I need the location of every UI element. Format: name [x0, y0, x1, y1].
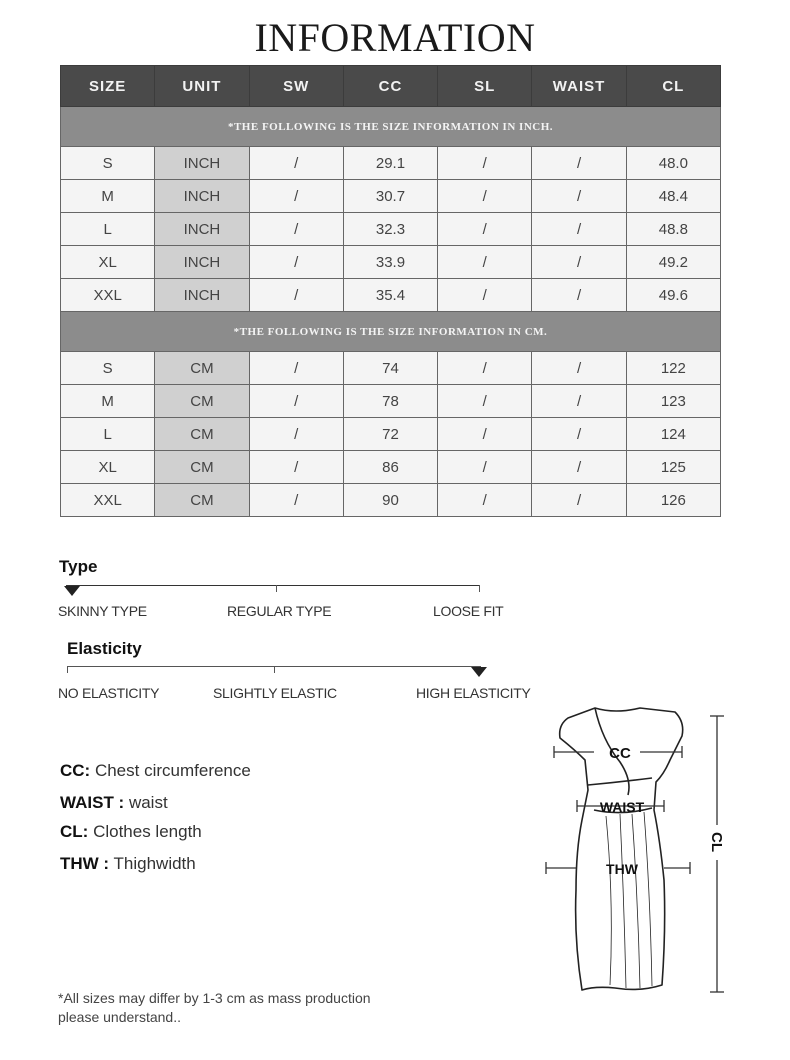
legend-desc: Chest circumference	[94, 761, 251, 780]
header-cl: CL	[626, 66, 720, 107]
dress-diagram	[540, 700, 740, 1000]
inch-section-row	[61, 107, 721, 147]
cm-section-row	[61, 312, 721, 352]
table-header-row	[61, 66, 721, 107]
legend-waist	[60, 793, 168, 813]
legend-desc: waist	[128, 793, 168, 812]
cell-cc: 78	[343, 385, 437, 418]
cell-waist: /	[532, 246, 626, 279]
cell-sw: /	[249, 451, 343, 484]
cell-cl: 48.0	[626, 147, 720, 180]
cell-unit: CM	[155, 451, 249, 484]
cell-unit: INCH	[155, 180, 249, 213]
type-label-loose: LOOSE FIT	[433, 603, 504, 619]
note-line-1: *All sizes may differ by 1-3 cm as mass production	[58, 990, 371, 1006]
header-sw: SW	[249, 66, 343, 107]
cell-sw: /	[249, 279, 343, 312]
elasticity-label-high: HIGH ELASTICITY	[416, 685, 531, 701]
cell-sw: /	[249, 418, 343, 451]
cell-cc: 86	[343, 451, 437, 484]
cell-sw: /	[249, 385, 343, 418]
table-row	[61, 147, 721, 180]
elasticity-scale-tick	[67, 666, 68, 673]
cell-unit: INCH	[155, 213, 249, 246]
cell-size: XL	[61, 246, 155, 279]
cell-sl: /	[438, 246, 532, 279]
cell-unit: CM	[155, 352, 249, 385]
type-selected-marker-icon	[64, 586, 80, 596]
diagram-cc-label: CC	[609, 745, 631, 762]
cell-cl: 49.6	[626, 279, 720, 312]
cell-size: L	[61, 418, 155, 451]
header-waist: WAIST	[532, 66, 626, 107]
cell-cl: 49.2	[626, 246, 720, 279]
cm-section-label: *THE FOLLOWING IS THE SIZE INFORMATION IN CM.	[61, 312, 721, 352]
table-row	[61, 246, 721, 279]
measure-lines	[546, 716, 724, 992]
table-row	[61, 352, 721, 385]
cell-size: L	[61, 213, 155, 246]
cell-cc: 29.1	[343, 147, 437, 180]
cell-sl: /	[438, 385, 532, 418]
cell-sl: /	[438, 484, 532, 517]
cell-waist: /	[532, 213, 626, 246]
legend-cc	[60, 761, 251, 781]
type-scale-tick	[276, 585, 277, 592]
cell-sl: /	[438, 147, 532, 180]
cell-cl: 122	[626, 352, 720, 385]
note-line-2: please understand..	[58, 1009, 181, 1025]
cell-sl: /	[438, 418, 532, 451]
cell-cc: 33.9	[343, 246, 437, 279]
legend-key: THW :	[60, 854, 110, 873]
legend-key: CL:	[60, 822, 89, 841]
cell-sl: /	[438, 213, 532, 246]
elasticity-heading: Elasticity	[67, 639, 142, 658]
page-title: INFORMATION	[254, 15, 536, 60]
cell-sw: /	[249, 246, 343, 279]
table-row	[61, 213, 721, 246]
header-size: SIZE	[61, 66, 155, 107]
legend-desc: Thighwidth	[113, 854, 196, 873]
cell-cc: 30.7	[343, 180, 437, 213]
cell-size: XXL	[61, 279, 155, 312]
cell-unit: INCH	[155, 246, 249, 279]
elasticity-label-slight: SLIGHTLY ELASTIC	[213, 685, 337, 701]
elasticity-selected-marker-icon	[471, 667, 487, 677]
table-row	[61, 451, 721, 484]
cell-cc: 74	[343, 352, 437, 385]
cell-cc: 32.3	[343, 213, 437, 246]
table-row	[61, 279, 721, 312]
cell-waist: /	[532, 180, 626, 213]
cell-waist: /	[532, 147, 626, 180]
diagram-thw-label: THW	[606, 861, 638, 877]
elasticity-scale-tick	[274, 666, 275, 673]
table-row	[61, 418, 721, 451]
disclaimer-note	[58, 989, 371, 1027]
cell-cc: 72	[343, 418, 437, 451]
cell-cl: 48.8	[626, 213, 720, 246]
legend-key: CC:	[60, 761, 91, 780]
type-scale-tick	[479, 585, 480, 592]
cell-waist: /	[532, 484, 626, 517]
cell-waist: /	[532, 279, 626, 312]
cell-cl: 123	[626, 385, 720, 418]
legend-key: WAIST :	[60, 793, 125, 812]
header-unit: UNIT	[155, 66, 249, 107]
cell-waist: /	[532, 418, 626, 451]
type-label-skinny: SKINNY TYPE	[58, 603, 147, 619]
cell-unit: CM	[155, 484, 249, 517]
cell-waist: /	[532, 385, 626, 418]
cell-cl: 124	[626, 418, 720, 451]
legend-thw	[60, 854, 196, 874]
cell-cc: 35.4	[343, 279, 437, 312]
size-table	[60, 65, 721, 517]
elasticity-label-none: NO ELASTICITY	[58, 685, 160, 701]
cell-sl: /	[438, 279, 532, 312]
cell-waist: /	[532, 352, 626, 385]
cell-size: XXL	[61, 484, 155, 517]
cell-unit: CM	[155, 385, 249, 418]
cell-sw: /	[249, 180, 343, 213]
legend-desc: Clothes length	[93, 822, 202, 841]
header-cc: CC	[343, 66, 437, 107]
table-row	[61, 484, 721, 517]
cell-sl: /	[438, 180, 532, 213]
type-scale-line	[66, 585, 480, 586]
cell-sw: /	[249, 147, 343, 180]
cell-size: S	[61, 147, 155, 180]
inch-section-label: *THE FOLLOWING IS THE SIZE INFORMATION IN INCH.	[61, 107, 721, 147]
cell-cl: 125	[626, 451, 720, 484]
cell-sw: /	[249, 352, 343, 385]
cell-size: XL	[61, 451, 155, 484]
cell-sw: /	[249, 484, 343, 517]
header-sl: SL	[438, 66, 532, 107]
cell-cc: 90	[343, 484, 437, 517]
type-heading: Type	[59, 557, 98, 576]
legend-cl	[60, 822, 202, 842]
cell-sl: /	[438, 451, 532, 484]
cell-sw: /	[249, 213, 343, 246]
cell-size: M	[61, 385, 155, 418]
table-row	[61, 385, 721, 418]
cell-unit: INCH	[155, 279, 249, 312]
cell-unit: INCH	[155, 147, 249, 180]
cell-size: M	[61, 180, 155, 213]
cell-unit: CM	[155, 418, 249, 451]
type-label-regular: REGULAR TYPE	[227, 603, 332, 619]
diagram-cl-label: CL	[708, 832, 725, 852]
cell-cl: 48.4	[626, 180, 720, 213]
table-row	[61, 180, 721, 213]
cell-size: S	[61, 352, 155, 385]
diagram-waist-label: WAIST	[599, 799, 645, 815]
cell-waist: /	[532, 451, 626, 484]
cell-sl: /	[438, 352, 532, 385]
cell-cl: 126	[626, 484, 720, 517]
